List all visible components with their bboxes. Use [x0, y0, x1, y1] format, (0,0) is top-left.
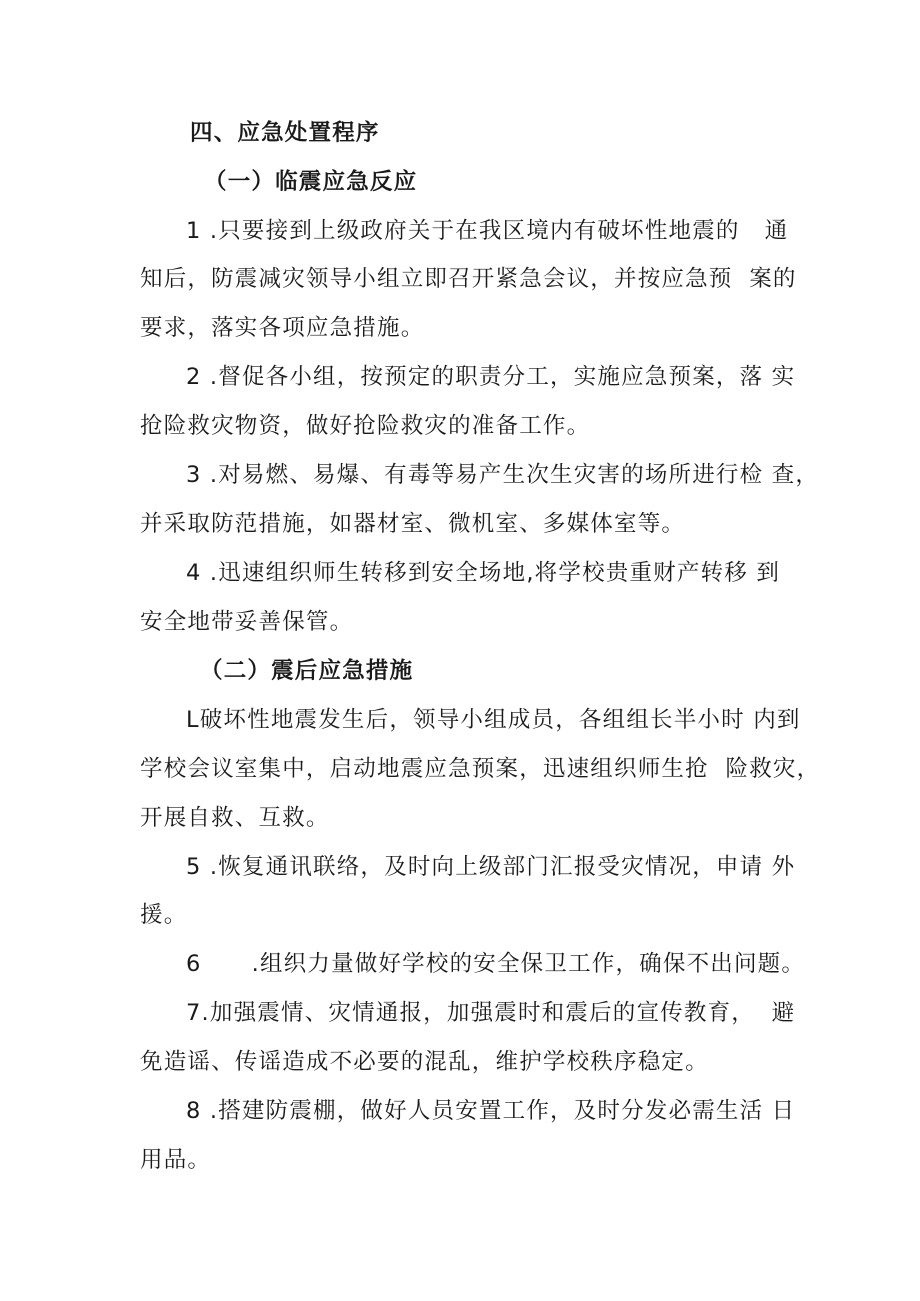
item-7-line-2: 免造谣、传谣造成不必要的混乱，维护学校秩序稳定。	[140, 1049, 709, 1075]
item-5-line-1: 5 .恢复通讯联络，及时向上级部门汇报受灾情况，申请 外	[186, 854, 796, 880]
item-7-line-1: 7.加强震情、灾情通报，加强震时和震后的宣传教育， 避	[186, 1000, 796, 1026]
item-3-line-1: 3 .对易燃、易爆、有毒等易产生次生灾害的场所进行检 查，	[186, 462, 820, 488]
subsection-heading-1: （一）临震应急反应	[204, 169, 418, 195]
item-8-line-1: 8 .搭建防震棚，做好人员安置工作，及时分发必需生活 日	[186, 1098, 796, 1124]
item-2-line-2: 抢险救灾物资，做好抢险救灾的准备工作。	[140, 413, 591, 439]
subsection-heading-2: （二）震后应急措施	[200, 658, 414, 684]
item-5-line-2: 援。	[140, 902, 188, 928]
item-3-line-2: 并采取防范措施，如器材室、微机室、多媒体室等。	[140, 511, 686, 537]
item-1-line-3: 要求，落实各项应急措施。	[140, 315, 425, 341]
item-2-line-1: 2 .督促各小组，按预定的职责分工，实施应急预案，落 实	[186, 364, 796, 390]
item-1-line-2: 知后，防震减灾领导小组立即召开紧急会议，并按应急预 案的	[140, 266, 797, 292]
section-heading: 四、应急处置程序	[190, 120, 380, 146]
item-6-line-1: 6 .组织力量做好学校的安全保卫工作，确保不出问题。	[186, 951, 806, 977]
item-4-line-1: 4 .迅速组织师生转移到安全场地,将学校贵重财产转移 到	[186, 560, 781, 586]
item-L-line-3: 开展自救、互救。	[140, 805, 330, 831]
item-L-line-2: 学校会议室集中，启动地震应急预案，迅速组织师生抢 险救灾，	[140, 756, 821, 782]
item-4-line-2: 安全地带妥善保管。	[140, 609, 354, 635]
item-8-line-2: 用品。	[140, 1147, 212, 1173]
item-1-line-1: 1 .只要接到上级政府关于在我区境内有破坏性地震的 通	[186, 218, 789, 244]
item-L-line-1: L破坏性地震发生后，领导小组成员，各组组长半小时 内到	[186, 707, 801, 733]
